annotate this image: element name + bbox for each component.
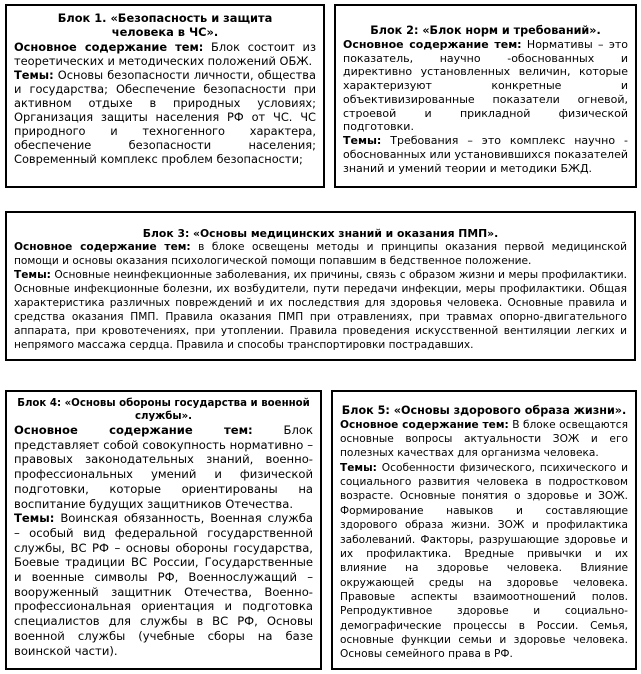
- topics-text: Требования – это комплекс научно - обоснованных или установившихся показателей знаний и умений теории и методики БЖД.: [343, 134, 628, 175]
- content-text: В блоке освещаются основные вопросы актуальности ЗОЖ и его полезных качествах для организма человека.: [340, 418, 628, 460]
- content-label: Основное содержание тем:: [340, 418, 509, 431]
- block-4-title-line2: службы».: [134, 411, 193, 422]
- topics-label: Темы:: [14, 68, 54, 82]
- block-1-security: [5, 4, 325, 188]
- block-5-healthy-lifestyle: [331, 390, 637, 670]
- block-5-topics: [340, 461, 628, 662]
- block-4-content: [14, 423, 313, 511]
- content-label: Основное содержание тем:: [343, 37, 522, 51]
- content-label: Основное содержание тем:: [14, 241, 191, 254]
- block-2-content: [343, 38, 628, 134]
- block-4-title-line1: Блок 4: «Основы обороны государства и военной: [17, 398, 310, 409]
- content-text: Блок состоит из теоретических и методических положений ОБЖ.: [14, 40, 317, 68]
- topics-text: Основы безопасности личности, общества и государства; Обеспечение безопасности при активном отдыхе в природных условиях; Организация защиты населения РФ от ЧС. ЧС природного и техногенного характера, обеспечение безопасности населения; Современный комплекс проблем безопасности;: [14, 68, 316, 166]
- topics-text: Основные неинфекционные заболевания, их причины, связь с образом жизни и меры профилактики. Основные инфекционные болезни, их возбудители, пути передачи инфекции, меры профилактики. Общая характеристика различных повреждений и их последствия для здоровья человека. Основные правила и средства оказания ПМП. Правила оказания ПМП при отравлениях, при травмах опорно-двигательного аппарата, при кровотечениях, при утоплении. Правила проведения искусственной вентиляции легких и непрямого массажа сердца. Правила и способы транспортировки пострадавших.: [14, 269, 627, 352]
- block-3-medical: [5, 211, 636, 361]
- topics-text: Особенности физического, психического и социального развития человека в подростковом возрасте. Основные понятия о здоровье и ЗОЖ. Формирование навыков и составляющие здорового образа жизни. ЗОЖ и профилактика заболеваний. Факторы, разрушающие здоровье и их профилактика. Вредные привычки и их влияние на здоровье человека. Влияние окружающей среды на здоровье человека. Правовые аспекты взаимоотношений полов. Репродуктивное здоровье и социально-демографические процессы в России. Семья, основные функции семьи и здоровье человека. Основы семейного права в РФ.: [340, 461, 628, 661]
- block-1-content: [14, 40, 316, 68]
- block-4-defense: [5, 390, 322, 670]
- content-label: Основное содержание тем:: [14, 40, 204, 54]
- block-2-topics: [343, 134, 628, 175]
- content-text: Нормативы – это показатель, научно -обоснованных и директивно установленных величин, которые характеризуют конкретные и объективизированные показатели огневой, строевой и прикладной физической подготовки.: [343, 37, 628, 134]
- content-text: Блок представляет собой совокупность нормативно –правовых законодательных знаний, военно-профессиональных умений и физической подготовки, которые ориентированы на воспитание будущих защитников Отечества.: [14, 423, 313, 511]
- block-4-topics: [14, 511, 313, 658]
- topics-label: Темы:: [14, 269, 51, 282]
- block-1-title-line2: человека в ЧС».: [111, 25, 219, 39]
- block-1-topics: [14, 68, 316, 166]
- block-2-title: Блок 2: «Блок норм и требований».: [370, 24, 601, 37]
- block-3-topics: [14, 268, 627, 352]
- block-3-content: [14, 240, 627, 268]
- topics-label: Темы:: [343, 134, 382, 147]
- block-2-norms: [334, 4, 637, 188]
- topics-label: Темы:: [14, 511, 55, 526]
- block-1-title-line1: Блок 1. «Безопасность и защита: [57, 11, 273, 25]
- block-5-body: [340, 418, 628, 662]
- block-3-title: Блок 3: «Основы медицинских знаний и оказания ПМП».: [142, 227, 499, 240]
- block-1-title: [14, 11, 316, 40]
- block-4-body: [14, 423, 313, 658]
- block-5-content: [340, 418, 628, 461]
- content-text: в блоке освещены методы и принципы оказания первой медицинской помощи и основы оказания психологической помощи попавшим в бедственное положение.: [14, 241, 627, 268]
- topics-text: Воинская обязанность, Военная служба – особый вид федеральной государственной службы, ВС РФ – основы обороны государства, Боевые традиции ВС России, Государственные и военные символы РФ, Военнослужащий – вооруженный защитник Отечества, Военно-профессиональная ориентация и подготовка специалистов для службы в ВС РФ, Основы военной службы (учебные сборы на базе воинской части).: [14, 511, 313, 658]
- block-4-title: [14, 397, 313, 423]
- block-5-title: Блок 5: «Основы здорового образа жизни».: [341, 404, 627, 417]
- content-label: Основное содержание тем:: [14, 423, 253, 437]
- topics-label: Темы:: [340, 461, 377, 474]
